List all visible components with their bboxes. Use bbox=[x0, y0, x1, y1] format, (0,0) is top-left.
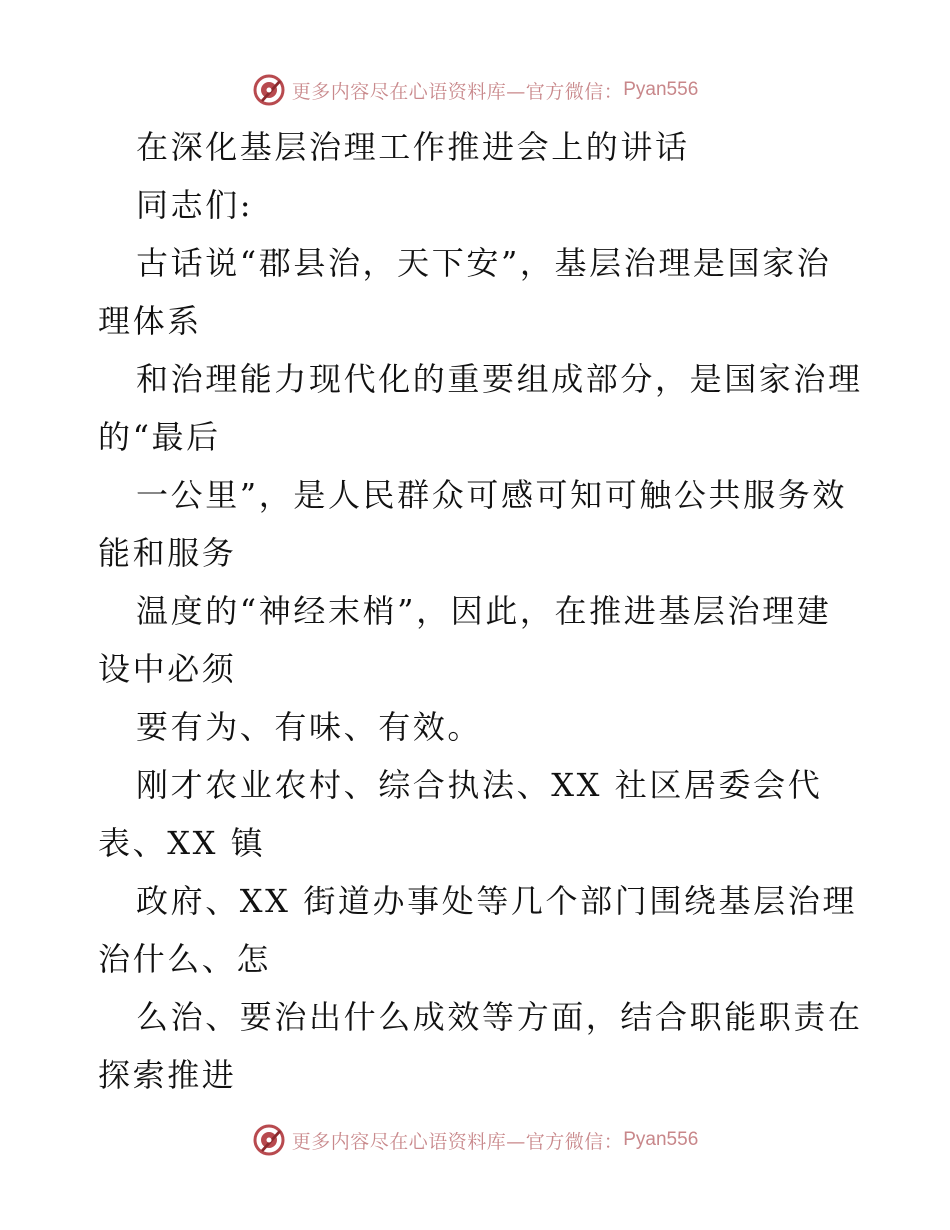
banner-text: 更多内容尽在心语资料库—官方微信： bbox=[291, 1130, 624, 1153]
text-line: 能和服务 bbox=[98, 534, 237, 572]
text-line: 一公里”，是人民群众可感可知可触公共服务效 bbox=[136, 476, 847, 514]
text-line: 和治理能力现代化的重要组成部分，是国家治理 bbox=[136, 360, 863, 398]
text-line: 政府、XX 街道办事处等几个部门围绕基层治理 bbox=[136, 882, 857, 920]
document-title: 在深化基层治理工作推进会上的讲话 bbox=[136, 128, 690, 166]
text-line: 设中必须 bbox=[98, 650, 237, 688]
text-line: 探索推进 bbox=[98, 1056, 237, 1094]
text-line: 古话说“郡县治，天下安”，基层治理是国家治 bbox=[136, 244, 832, 282]
footer-banner bbox=[0, 1120, 950, 1160]
text-line: 的“最后 bbox=[98, 418, 221, 456]
wechat-id: Pyan556 bbox=[623, 79, 699, 100]
text-line: 治什么、怎 bbox=[98, 940, 272, 978]
text-line: 理体系 bbox=[98, 302, 202, 340]
header-banner bbox=[0, 70, 950, 110]
pen-logo-icon bbox=[252, 73, 286, 107]
banner-text: 更多内容尽在心语资料库—官方微信： bbox=[291, 80, 624, 103]
text-line: 么治、要治出什么成效等方面，结合职能职责在 bbox=[136, 998, 863, 1036]
salutation: 同志们: bbox=[136, 186, 254, 224]
text-line: 表、XX 镇 bbox=[98, 824, 266, 862]
wechat-id: Pyan556 bbox=[623, 1129, 699, 1150]
text-line: 刚才农业农村、综合执法、XX 社区居委会代 bbox=[136, 766, 823, 804]
text-line: 要有为、有味、有效。 bbox=[136, 708, 483, 746]
text-line: 温度的“神经末梢”，因此，在推进基层治理建 bbox=[136, 592, 832, 630]
document-body bbox=[98, 118, 863, 1104]
pen-logo-icon bbox=[252, 1123, 286, 1157]
